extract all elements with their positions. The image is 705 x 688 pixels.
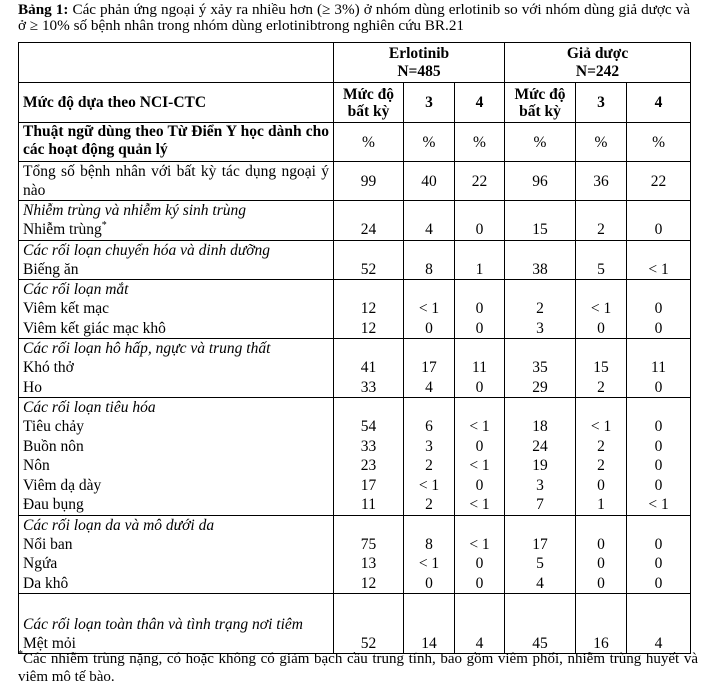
value: 0 bbox=[654, 574, 663, 592]
value-cell bbox=[404, 339, 455, 398]
pct-cell: % bbox=[404, 123, 455, 162]
term-text: Viêm dạ dày bbox=[23, 476, 102, 494]
total-value: 36 bbox=[576, 162, 627, 201]
value-cell bbox=[334, 398, 404, 516]
erl-any-grade-line1: Mức độ bbox=[342, 85, 395, 103]
value: 6 bbox=[425, 418, 433, 435]
value: 12 bbox=[360, 319, 377, 337]
category-name: Các rối loạn tiêu hóa bbox=[23, 399, 156, 416]
value-cell bbox=[627, 398, 691, 516]
value: 0 bbox=[654, 555, 663, 572]
value: 8 bbox=[425, 535, 433, 553]
term-text: Ngứa bbox=[23, 555, 58, 572]
term-text: Mệt mỏi bbox=[23, 634, 76, 652]
term-text: Nổi ban bbox=[23, 535, 73, 553]
term-text: Tiêu chảy bbox=[23, 418, 84, 435]
value: 0 bbox=[475, 437, 484, 455]
value-cell bbox=[505, 240, 576, 280]
value: 0 bbox=[654, 476, 663, 494]
pct-cell: % bbox=[627, 123, 691, 162]
value: 11 bbox=[472, 359, 487, 376]
plc-grade4-header: 4 bbox=[627, 83, 691, 123]
value-cell bbox=[455, 515, 505, 594]
pct-cell: % bbox=[334, 123, 404, 162]
erl-grade3-header: 3 bbox=[404, 83, 455, 123]
value: 13 bbox=[360, 555, 377, 572]
category-cell bbox=[19, 240, 334, 280]
value-cell bbox=[455, 398, 505, 516]
value-cell bbox=[576, 398, 627, 516]
value: 0 bbox=[654, 300, 663, 317]
term-label bbox=[23, 319, 329, 339]
value: 0 bbox=[654, 535, 663, 553]
table-caption bbox=[18, 2, 690, 34]
value: < 1 bbox=[648, 496, 669, 513]
term-label bbox=[23, 378, 329, 398]
plc-any-grade-header bbox=[505, 83, 576, 123]
category-row bbox=[19, 201, 691, 241]
value-cell bbox=[627, 594, 691, 654]
value-cell bbox=[627, 339, 691, 398]
value: 1 bbox=[597, 496, 605, 513]
term-label bbox=[23, 456, 329, 476]
adverse-reactions-table bbox=[18, 42, 691, 654]
term-label bbox=[23, 417, 329, 437]
erl-grade4-header: 4 bbox=[455, 83, 505, 123]
total-label: Tổng số bệnh nhân với bất kỳ tác dụng ngoại ý nào bbox=[19, 162, 334, 201]
value-cell bbox=[505, 515, 576, 594]
value: 17 bbox=[532, 535, 548, 553]
term-text: Da khô bbox=[23, 574, 69, 592]
total-value: 99 bbox=[334, 162, 404, 201]
value: 0 bbox=[425, 574, 433, 592]
value: 0 bbox=[475, 378, 484, 396]
value: 24 bbox=[532, 437, 548, 455]
value: 38 bbox=[532, 260, 548, 278]
value: 0 bbox=[654, 457, 663, 474]
value-cell bbox=[576, 201, 627, 241]
value: 0 bbox=[597, 555, 605, 572]
category-row bbox=[19, 339, 691, 398]
term-text: Khó thở bbox=[23, 359, 74, 376]
value: 3 bbox=[536, 319, 544, 337]
category-name: Các rối loạn da và mô dưới da bbox=[23, 516, 215, 534]
value: 19 bbox=[532, 457, 548, 474]
value: 2 bbox=[597, 457, 605, 474]
value: 1 bbox=[475, 260, 484, 278]
value: 2 bbox=[425, 496, 433, 513]
category-name: Các rối loạn toàn thân và tình trạng nơi tiêm bbox=[23, 615, 303, 633]
value-cell bbox=[404, 515, 455, 594]
value: 0 bbox=[597, 476, 605, 494]
table-footnote bbox=[18, 650, 698, 686]
value-cell bbox=[627, 240, 691, 280]
term-label bbox=[23, 260, 329, 280]
term-text: Buồn nôn bbox=[23, 437, 84, 455]
value: 17 bbox=[360, 476, 377, 494]
value: 0 bbox=[654, 418, 663, 435]
value: 4 bbox=[425, 378, 433, 396]
value: 2 bbox=[597, 378, 605, 396]
value: 52 bbox=[360, 260, 377, 278]
value: 11 bbox=[651, 359, 666, 376]
footnote-text: Các nhiễm trùng nặng, có hoặc không có giảm bạch cầu trung tính, bao gồm viêm phổi, nhiễm trùng huyết và viêm mô tế bào. bbox=[18, 651, 698, 685]
footnote-mark: * bbox=[18, 649, 23, 660]
value-cell bbox=[627, 515, 691, 594]
term-label bbox=[23, 220, 329, 240]
total-row bbox=[19, 162, 691, 201]
value-cell bbox=[334, 339, 404, 398]
value: 0 bbox=[597, 319, 605, 337]
value: 0 bbox=[425, 319, 433, 337]
value: < 1 bbox=[469, 457, 490, 474]
placebo-label: Giả dược bbox=[566, 44, 629, 62]
value: 3 bbox=[425, 437, 433, 455]
value: 4 bbox=[536, 574, 544, 592]
value: 2 bbox=[597, 437, 605, 455]
pct-cell: % bbox=[576, 123, 627, 162]
value-cell bbox=[455, 594, 505, 654]
value: 2 bbox=[425, 457, 433, 474]
plc-grade3-header: 3 bbox=[576, 83, 627, 123]
value-cell bbox=[455, 280, 505, 339]
caption-label: Bảng 1: bbox=[18, 1, 69, 18]
value: 17 bbox=[421, 359, 437, 376]
value: 5 bbox=[597, 260, 605, 278]
value-cell bbox=[334, 515, 404, 594]
total-value: 96 bbox=[505, 162, 576, 201]
plc-any-grade-line2: bất kỳ bbox=[519, 102, 561, 120]
category-cell bbox=[19, 280, 334, 339]
header-blank-cell bbox=[19, 43, 334, 83]
value: 0 bbox=[475, 574, 484, 592]
term-text: Viêm kết giác mạc khô bbox=[23, 319, 166, 337]
category-name: Nhiễm trùng và nhiễm ký sinh trùng bbox=[23, 202, 247, 219]
erl-any-grade-header bbox=[334, 83, 404, 123]
value: 2 bbox=[597, 221, 605, 238]
value: < 1 bbox=[418, 476, 440, 494]
value-cell bbox=[455, 201, 505, 241]
total-value: 40 bbox=[404, 162, 455, 201]
value: < 1 bbox=[469, 535, 490, 553]
value: < 1 bbox=[418, 555, 440, 572]
category-row bbox=[19, 398, 691, 516]
value: 23 bbox=[360, 457, 377, 474]
value: 15 bbox=[532, 221, 548, 238]
value: 0 bbox=[475, 319, 484, 337]
caption-text: Các phản ứng ngoại ý xảy ra nhiều hơn (≥ 3%) ở nhóm dùng erlotinib so với nhóm dùng giả dược và ở ≥ 10% số bệnh nhân trong nhóm dùng erlotinibtrong nghiên cứu BR.21 bbox=[18, 1, 691, 34]
value: 0 bbox=[475, 555, 484, 572]
term-label bbox=[23, 554, 329, 574]
value-cell bbox=[404, 280, 455, 339]
erl-any-grade-line2: bất kỳ bbox=[347, 102, 390, 120]
value: 15 bbox=[593, 359, 609, 376]
value: 0 bbox=[654, 437, 663, 455]
value: 3 bbox=[536, 476, 544, 494]
value: 0 bbox=[475, 221, 484, 238]
value-cell bbox=[627, 201, 691, 241]
term-text: Nhiễm trùng bbox=[23, 221, 102, 238]
value: 35 bbox=[532, 359, 548, 376]
value-cell bbox=[404, 240, 455, 280]
placebo-n: N=242 bbox=[575, 62, 620, 80]
value-cell bbox=[576, 339, 627, 398]
value: 18 bbox=[532, 418, 548, 435]
value: 0 bbox=[475, 300, 484, 317]
value-cell bbox=[627, 280, 691, 339]
pct-cell: % bbox=[505, 123, 576, 162]
value: 41 bbox=[360, 359, 377, 376]
value: 54 bbox=[360, 418, 377, 435]
value-cell bbox=[455, 240, 505, 280]
category-cell bbox=[19, 339, 334, 398]
category-cell bbox=[19, 594, 334, 654]
grade-label: Mức độ dựa theo NCI-CTC bbox=[19, 83, 334, 123]
value: 33 bbox=[360, 378, 377, 396]
value: 29 bbox=[532, 378, 548, 396]
total-value: 22 bbox=[455, 162, 505, 201]
value-cell bbox=[334, 201, 404, 241]
term-text: Ho bbox=[23, 378, 42, 396]
category-row bbox=[19, 515, 691, 594]
value: < 1 bbox=[469, 418, 490, 435]
value: < 1 bbox=[418, 300, 440, 317]
term-text: Đau bụng bbox=[23, 496, 84, 513]
erlotinib-header bbox=[334, 43, 505, 83]
value-cell bbox=[455, 339, 505, 398]
pct-cell: % bbox=[455, 123, 505, 162]
category-cell bbox=[19, 201, 334, 241]
value: < 1 bbox=[590, 418, 612, 435]
value-cell bbox=[334, 594, 404, 654]
total-value: 22 bbox=[627, 162, 691, 201]
value: 52 bbox=[360, 634, 377, 652]
value-cell bbox=[505, 594, 576, 654]
term-text: Nôn bbox=[23, 457, 50, 474]
value: 0 bbox=[654, 378, 663, 396]
category-row bbox=[19, 240, 691, 280]
value-cell bbox=[576, 240, 627, 280]
category-cell bbox=[19, 398, 334, 516]
value: < 1 bbox=[590, 300, 612, 317]
value: 0 bbox=[654, 319, 663, 337]
term-label bbox=[23, 299, 329, 319]
value-cell bbox=[576, 515, 627, 594]
value-cell bbox=[404, 398, 455, 516]
term-label bbox=[23, 574, 329, 594]
erlotinib-n: N=485 bbox=[397, 62, 441, 80]
value-cell bbox=[505, 339, 576, 398]
value-cell bbox=[334, 240, 404, 280]
category-name: Các rối loạn chuyển hóa và dinh dưỡng bbox=[23, 241, 271, 259]
value: 5 bbox=[536, 555, 544, 572]
erlotinib-label: Erlotinib bbox=[388, 44, 450, 62]
header-row-terms bbox=[19, 123, 691, 162]
value: 14 bbox=[421, 634, 437, 652]
value: < 1 bbox=[648, 260, 669, 278]
value: 4 bbox=[654, 634, 663, 652]
value: 8 bbox=[425, 260, 433, 278]
value-cell bbox=[576, 280, 627, 339]
value: 0 bbox=[597, 574, 605, 592]
value: 0 bbox=[475, 476, 484, 494]
footnote-ref: * bbox=[101, 219, 107, 231]
value-cell bbox=[404, 201, 455, 241]
value: 12 bbox=[360, 300, 377, 317]
value: 45 bbox=[532, 634, 548, 652]
value: 75 bbox=[360, 535, 377, 553]
value: 24 bbox=[360, 221, 377, 238]
value: 12 bbox=[360, 574, 377, 592]
value-cell bbox=[334, 280, 404, 339]
term-label bbox=[23, 476, 329, 496]
value-cell bbox=[505, 398, 576, 516]
value: 2 bbox=[536, 300, 544, 317]
term-text: Biếng ăn bbox=[23, 260, 79, 278]
category-row bbox=[19, 594, 691, 654]
value: 0 bbox=[654, 221, 663, 238]
category-name: Các rối loạn mắt bbox=[23, 281, 129, 298]
value: 11 bbox=[361, 496, 376, 513]
value: 4 bbox=[475, 634, 484, 652]
term-text: Viêm kết mạc bbox=[23, 300, 110, 317]
plc-any-grade-line1: Mức độ bbox=[514, 85, 566, 103]
value-cell bbox=[505, 280, 576, 339]
value: 33 bbox=[360, 437, 377, 455]
header-row-arms bbox=[19, 43, 691, 83]
value-cell bbox=[576, 594, 627, 654]
value: 7 bbox=[536, 496, 544, 513]
category-cell bbox=[19, 515, 334, 594]
category-row bbox=[19, 280, 691, 339]
value: 4 bbox=[425, 221, 433, 238]
placebo-header bbox=[505, 43, 691, 83]
term-label bbox=[23, 437, 329, 457]
term-label bbox=[23, 495, 329, 515]
value: < 1 bbox=[469, 496, 490, 513]
category-name: Các rối loạn hô hấp, ngực và trung thất bbox=[23, 340, 271, 357]
term-label bbox=[23, 358, 329, 378]
value: 16 bbox=[593, 634, 609, 652]
term-label bbox=[23, 535, 329, 555]
value: 0 bbox=[597, 535, 605, 553]
value-cell bbox=[505, 201, 576, 241]
header-row-grades bbox=[19, 83, 691, 123]
value-cell bbox=[404, 594, 455, 654]
term-label: Thuật ngữ dùng theo Từ Điển Y học dành cho các hoạt động quản lý bbox=[19, 123, 334, 162]
